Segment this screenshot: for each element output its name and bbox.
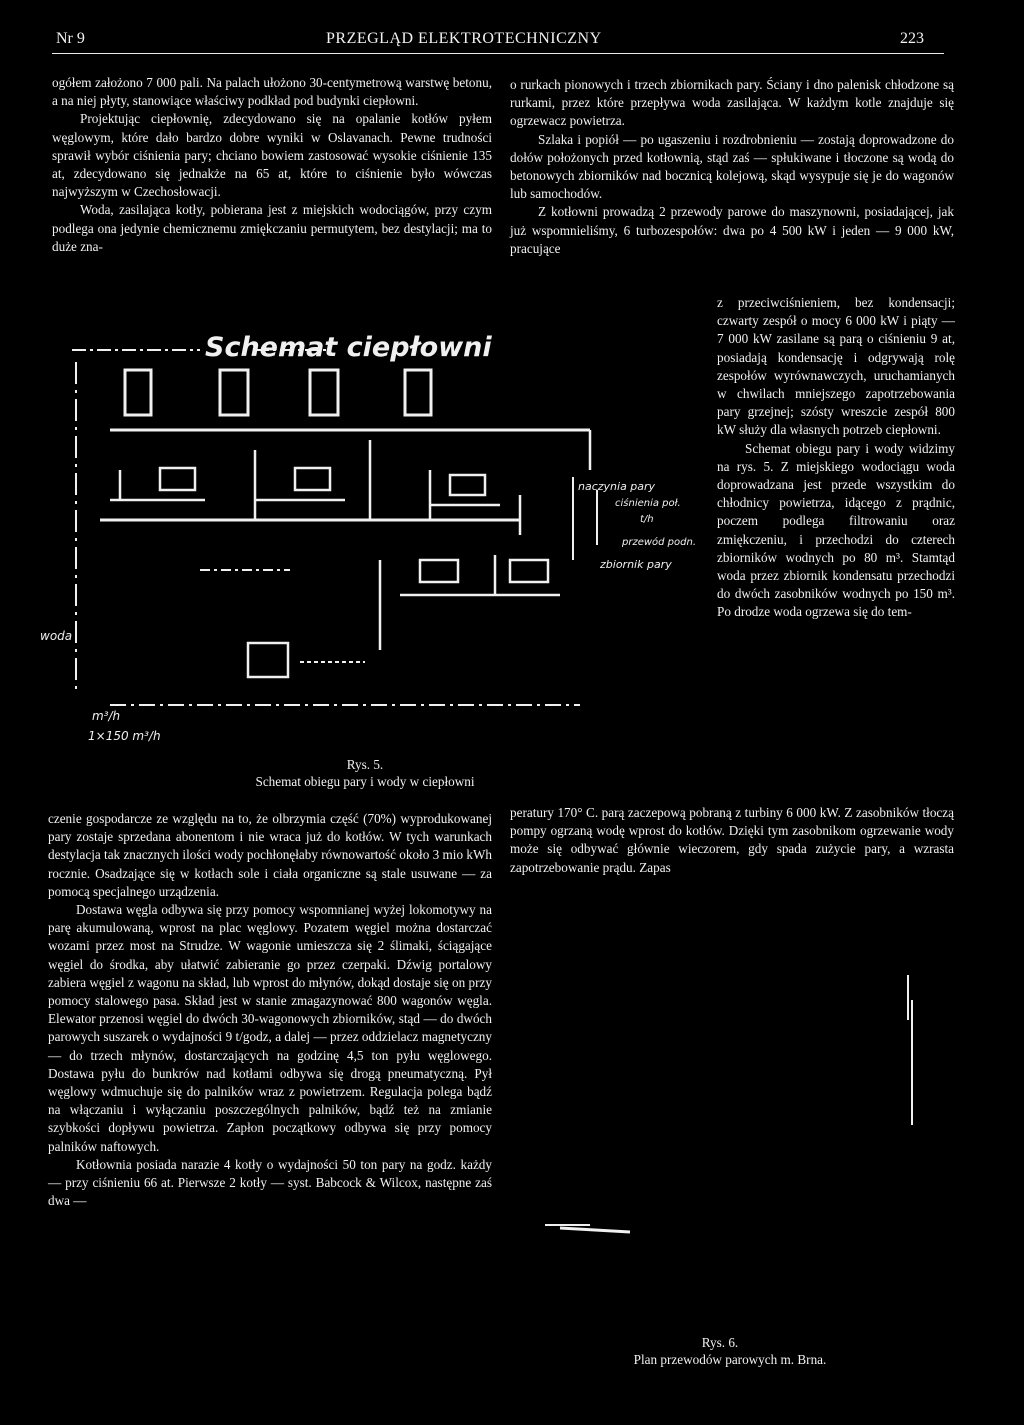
- header-rule: [52, 53, 944, 54]
- figure-6-caption: Plan przewodów parowych m. Brna.: [633, 1352, 827, 1367]
- paragraph: o rurkach pionowych i trzech zbiornikach pary. Ściany i dno palenisk chłodzone są rurkami, przez które przepływa woda zasilająca. W każdym kotle znajduje się ogrzewacz powietrza.: [510, 77, 954, 129]
- legend-tank: zbiornik pary: [600, 558, 672, 571]
- paragraph: Dostawa węgla odbywa się przy pomocy wspomnianej wyżej lokomotywy na parę akumulowaną, wprost na plac węglowy. Pozatem węgiel można dostarczać wozami przez most na Strudze. W wagonie umieszcza się 2 ślimaki, ściągające węgiel do środka, aby ułatwić zabieranie go przez czerpaki. Dźwig portalowy zabiera węgiel z wagonu na skład, lub wprost do młynów, dokąd dostaje się on przy pomocy stalowego pasa. Skład jest w stanie zmagazynować 800 wagonów węgla. Elewator przenosi węgiel do dwóch 30-wagonowych zbiorników, stąd — do dwóch parowych suszarek o wydajności 9 t/godz, a dalej — przez oddzielacz magnetyczny — do trzech młynów, dostarczających na godzinę 4,5 ton pyłu węglowego. Dostawa pyłu do bunkrów nad kotłami odbywa się drogą pneumatyczną. Pył węglowy wdmuchuje się do palników wraz z powietrzem. Regulacja polega bądź na włączaniu i wyłączaniu poszczególnych palników, bądź też na zmianie szybkości dopływu powietrza. Zapłon początkowy odbywa się przy pomocy palników naftowych.: [48, 902, 492, 1154]
- right-column-top: [510, 76, 954, 258]
- paragraph: Projektując ciepłownię, zdecydowano się na opalanie kotłów pyłem węglowym, które dało bardzo dobre wyniki w Oslavanach. Pewne trudności sprawił wybór ciśnienia pary; chciano bowiem zastosować wysokie ciśnienie 135 at, zdecydowano się jednakże na 65 at, które to ciśnienie było wówczas najwyższym w Czechosłowacji.: [52, 111, 492, 200]
- issue-number: Nr 9: [56, 30, 85, 47]
- figure-5-number: Rys. 5.: [346, 757, 384, 772]
- label-woda: woda: [40, 629, 73, 643]
- right-column-bottom: [510, 804, 954, 877]
- paragraph: Kotłownia posiada narazie 4 kotły o wydajności 50 ton pary na godz. każdy — przy ciśnieniu 66 at. Pierwsze 2 kotły — syst. Babcock & Wilcox, następne zaś dwa —: [48, 1156, 492, 1209]
- paragraph: Schemat obiegu pary i wody widzimy na rys. 5. Z miejskiego wodociągu woda doprowadzana jest przede wszystkim do chłodnicy powietrza, idącego z prądnic, poczem podlega filtrowaniu oraz zmiękczeniu, i przechodzi do czterech zbiorników wodnych po 80 m³. Stamtąd woda przez zbiornik kondensatu przechodzi do dwóch zasobników wodnych po 150 m³. Po drodze woda ogrzewa się do tem-: [717, 440, 955, 620]
- paragraph: Z kotłowni prowadzą 2 przewody parowe do maszynowni, posiadającej, jak już wspomnieliśmy, 6 turbozespołów: dwa po 4 500 kW i jeden — 9 000 kW, pracujące: [510, 204, 954, 256]
- paragraph: z przeciwciśnieniem, bez kondensacji; czwarty zespół o mocy 6 000 kW i piąty — 7 000 kW zasilane są parą o ciśnieniu 9 at, posiadają kondensację i odgrywają rolę zespołów wyrównawczych, uruchamianych w chwilach mniejszego zapotrzebowania pary grzejnej; szósty wreszcie zespół 800 kW służy dla własnych potrzeb ciepłowni.: [717, 295, 955, 438]
- paragraph: peratury 170° C. parą zaczepową pobraną z turbiny 6 000 kW. Z zasobników tłoczą pompy ogrzaną wodę wprost do kotłów. Dzięki tym zasobnikom ogrzewanie wody może się odbywać głównie wieczorem, gdy spada zużycie pary, a wzrasta zapotrzebowanie prądu. Zapas: [510, 805, 954, 875]
- figure-6-number: Rys. 6.: [701, 1335, 739, 1350]
- legend-rate: t/h: [640, 514, 654, 525]
- figure-6-plan: [545, 975, 912, 1232]
- journal-title: PRZEGLĄD ELEKTROTECHNICZNY: [326, 30, 602, 47]
- label-rate: m³/h: [92, 709, 121, 723]
- paragraph: Szlaka i popiół — po ugaszeniu i rozdrobnieniu — zostają doprowadzone do dołów położonych przed kotłownią, stąd zaś — spłukiwane i tłoczone są wodą do betonowych zbiorników nad bocznicą kolejową, skąd wysypuje się je do wagonów lub samochodów.: [510, 131, 954, 202]
- right-column-narrow: [717, 294, 955, 622]
- left-column-top: [52, 74, 492, 256]
- paragraph: ogółem założono 7 000 pali. Na palach ułożono 30-centymetrową warstwę betonu, a na niej płyty, stanowiące właściwy podkład pod budynki ciepłowni.: [52, 75, 492, 109]
- page-number: 223: [900, 30, 924, 47]
- paragraph: Woda, zasilająca kotły, pobierana jest z miejskich wodociągów, przy czym podlega ona jedynie chemicznemu zmiękczaniu permutytem, bez destylacji; ma to duże zna-: [52, 202, 492, 254]
- left-column-bottom: [48, 810, 492, 1210]
- legend-steam-vessels: naczynia pary: [578, 480, 656, 493]
- label-rate-total: 1×150 m³/h: [88, 729, 161, 743]
- paragraph: czenie gospodarcze ze względu na to, że olbrzymia część (70%) wyprodukowanej pary zostaje sprzedana abonentom i nie wraca już do kotłów. W tych warunkach destylacja tak znacznych ilości wody pochłonęłaby równowartość około 3 mio kWh rocznie. Osadzające się w kotłach sole i ciała organiczne są stale usuwane — za pomocą specjalnego urządzenia.: [48, 811, 492, 899]
- legend-pressure: ciśnienia poł.: [615, 498, 681, 509]
- running-header: [0, 30, 1024, 54]
- figure-title: Schemat ciepłowni: [205, 332, 492, 363]
- legend-pipe: przewód podn.: [622, 537, 697, 548]
- figure-5-caption: Schemat obiegu pary i wody w ciepłowni: [255, 774, 475, 789]
